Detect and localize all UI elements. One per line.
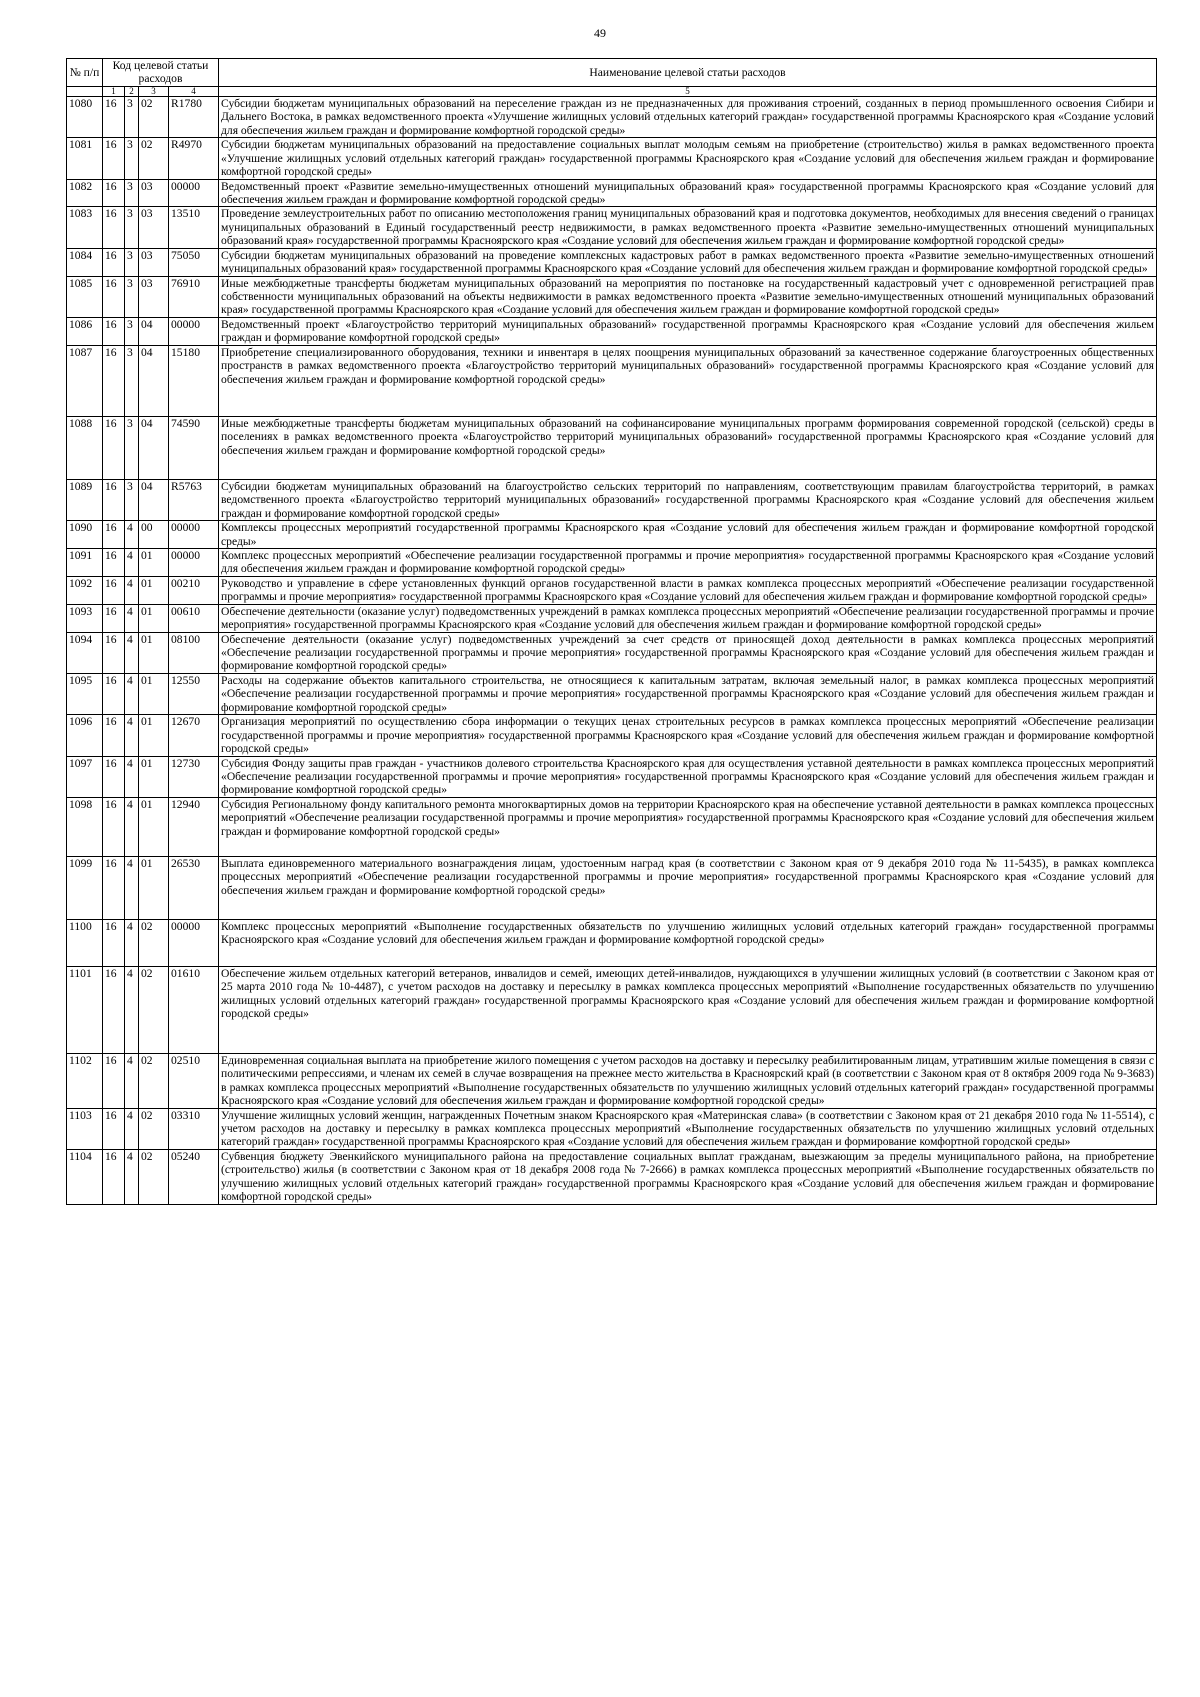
row-description: Ведомственный проект «Развитие земельно-имущественных отношений муниципальных образований края» государственной программы Красноярского края «Создание условий для обеспечения жильем граждан и формирование комфортной городской среды» xyxy=(219,179,1157,207)
table-row xyxy=(67,345,1157,416)
code-part-3: 00 xyxy=(139,521,169,549)
code-part-2: 3 xyxy=(125,179,139,207)
code-part-2: 3 xyxy=(125,248,139,276)
code-part-2: 4 xyxy=(125,1108,139,1149)
row-number: 1085 xyxy=(67,276,103,317)
table-row xyxy=(67,479,1157,520)
code-part-4: R5763 xyxy=(169,479,219,520)
code-part-2: 4 xyxy=(125,1053,139,1108)
row-description: Иные межбюджетные трансферты бюджетам муниципальных образований на софинансирование муниципальных программ формирования современной городской (сельской) среды в поселениях в рамках ведомственного проекта «Благоустройство территорий муниципальных образований» государственной программы Красноярского края «Создание условий для обеспечения жильем граждан и формирование комфортной городской среды» xyxy=(219,416,1157,479)
table-row xyxy=(67,248,1157,276)
code-part-1: 16 xyxy=(103,96,125,137)
code-part-3: 02 xyxy=(139,1053,169,1108)
code-part-3: 03 xyxy=(139,207,169,248)
code-part-1: 16 xyxy=(103,548,125,576)
code-part-2: 4 xyxy=(125,1149,139,1204)
code-part-1: 16 xyxy=(103,576,125,604)
row-description: Комплекс процессных мероприятий «Обеспечение реализации государственной программы и прочие мероприятия» государственной программы Красноярского края «Создание условий для обеспечения жильем граждан и формирование комфортной городской среды» xyxy=(219,548,1157,576)
table-row xyxy=(67,276,1157,317)
row-number: 1082 xyxy=(67,179,103,207)
code-part-4: 00610 xyxy=(169,604,219,632)
code-part-2: 3 xyxy=(125,317,139,345)
table-row xyxy=(67,1108,1157,1149)
code-part-3: 02 xyxy=(139,1149,169,1204)
code-part-1: 16 xyxy=(103,248,125,276)
row-number: 1091 xyxy=(67,548,103,576)
code-part-2: 4 xyxy=(125,715,139,756)
code-part-3: 01 xyxy=(139,856,169,919)
row-number: 1096 xyxy=(67,715,103,756)
row-description: Комплексы процессных мероприятий государственной программы Красноярского края «Создание условий для обеспечения жильем граждан и формирование комфортной городской среды» xyxy=(219,521,1157,549)
code-part-3: 01 xyxy=(139,604,169,632)
row-description: Субсидии бюджетам муниципальных образований на переселение граждан из не предназначенных для проживания строений, созданных в период промышленного освоения Сибири и Дальнего Востока, в рамках ведомственного проекта «Улучшение жилищных условий отдельных категорий граждан» государственной программы Красноярского края «Создание условий для обеспечения жильем граждан и формирование комфортной городской среды» xyxy=(219,96,1157,137)
row-number: 1090 xyxy=(67,521,103,549)
code-part-1: 16 xyxy=(103,1108,125,1149)
code-part-3: 03 xyxy=(139,248,169,276)
code-part-3: 04 xyxy=(139,479,169,520)
code-part-4: 13510 xyxy=(169,207,219,248)
row-description: Расходы на содержание объектов капитального строительства, не относящиеся к капитальным затратам, включая земельный налог, в рамках комплекса процессных мероприятий «Обеспечение реализации государственной программы и прочие мероприятия» государственной программы Красноярского края «Создание условий для обеспечения жильем граждан и формирование комфортной городской среды» xyxy=(219,673,1157,714)
table-row xyxy=(67,715,1157,756)
code-part-1: 16 xyxy=(103,179,125,207)
code-part-1: 16 xyxy=(103,276,125,317)
code-part-4: 05240 xyxy=(169,1149,219,1204)
row-number: 1088 xyxy=(67,416,103,479)
col-number: 1 xyxy=(103,86,125,96)
row-number: 1086 xyxy=(67,317,103,345)
code-part-4: 00000 xyxy=(169,919,219,966)
col-number: 2 xyxy=(125,86,139,96)
code-part-3: 02 xyxy=(139,96,169,137)
code-part-3: 03 xyxy=(139,276,169,317)
code-part-2: 3 xyxy=(125,479,139,520)
row-number: 1099 xyxy=(67,856,103,919)
code-part-2: 3 xyxy=(125,138,139,179)
row-number: 1083 xyxy=(67,207,103,248)
table-row xyxy=(67,673,1157,714)
row-description: Ведомственный проект «Благоустройство территорий муниципальных образований» государственной программы Красноярского края «Создание условий для обеспечения жильем граждан и формирование комфортной городской среды» xyxy=(219,317,1157,345)
target-items-table xyxy=(66,58,1157,1205)
code-part-2: 3 xyxy=(125,96,139,137)
code-part-2: 4 xyxy=(125,521,139,549)
table-row xyxy=(67,179,1157,207)
col-number: 5 xyxy=(219,86,1157,96)
row-description: Субсидии бюджетам муниципальных образований на благоустройство сельских территорий по направлениям, соответствующим правилам благоустройства территорий, в рамках ведомственного проекта «Благоустройство территорий муниципальных образований» государственной программы Красноярского края «Создание условий для обеспечения жильем граждан и формирование комфортной городской среды» xyxy=(219,479,1157,520)
code-part-4: 02510 xyxy=(169,1053,219,1108)
table-row xyxy=(67,207,1157,248)
row-number: 1103 xyxy=(67,1108,103,1149)
row-number: 1089 xyxy=(67,479,103,520)
code-part-1: 16 xyxy=(103,604,125,632)
row-number: 1104 xyxy=(67,1149,103,1204)
code-part-3: 02 xyxy=(139,966,169,1053)
code-part-2: 3 xyxy=(125,345,139,416)
row-description: Субсидия Фонду защиты прав граждан - участников долевого строительства Красноярского края для осуществления уставной деятельности в рамках комплекса процессных мероприятий «Обеспечение реализации государственной программы и прочие мероприятия» государственной программы Красноярского края «Создание условий для обеспечения жильем граждан и формирование комфортной городской среды» xyxy=(219,756,1157,797)
row-number: 1102 xyxy=(67,1053,103,1108)
row-description: Единовременная социальная выплата на приобретение жилого помещения с учетом расходов на доставку и пересылку реабилитированным лицам, утратившим жилые помещения в связи с политическими репрессиями, и членам их семей в случае возвращения на прежнее место жительства в Красноярский край (в соответствии с Законом края от 8 октября 2009 года № 9-3683) в рамках комплекса процессных мероприятий «Выполнение государственных обязательств по улучшению жилищных условий отдельных категорий граждан» государственной программы Красноярского края «Создание условий для обеспечения жильем граждан и формирование комфортной городской среды» xyxy=(219,1053,1157,1108)
table-row xyxy=(67,756,1157,797)
table-row xyxy=(67,856,1157,919)
code-part-3: 01 xyxy=(139,797,169,856)
code-part-3: 02 xyxy=(139,919,169,966)
row-number: 1098 xyxy=(67,797,103,856)
code-part-1: 16 xyxy=(103,479,125,520)
row-description: Организация мероприятий по осуществлению сбора информации о текущих ценах строительных ресурсов в рамках комплекса процессных мероприятий «Обеспечение реализации государственной программы и прочие мероприятия» государственной программы Красноярского края «Создание условий для обеспечения жильем граждан и формирование комфортной городской среды» xyxy=(219,715,1157,756)
table-row xyxy=(67,317,1157,345)
code-part-2: 4 xyxy=(125,548,139,576)
code-part-4: 76910 xyxy=(169,276,219,317)
row-number: 1094 xyxy=(67,632,103,673)
table-row xyxy=(67,96,1157,137)
code-part-1: 16 xyxy=(103,715,125,756)
row-number: 1100 xyxy=(67,919,103,966)
code-part-1: 16 xyxy=(103,1053,125,1108)
code-part-4: 12940 xyxy=(169,797,219,856)
code-part-1: 16 xyxy=(103,797,125,856)
code-part-3: 01 xyxy=(139,576,169,604)
code-part-2: 4 xyxy=(125,632,139,673)
code-part-4: 00000 xyxy=(169,317,219,345)
code-part-1: 16 xyxy=(103,416,125,479)
row-description: Обеспечение деятельности (оказание услуг) подведомственных учреждений в рамках комплекса процессных мероприятий «Обеспечение реализации государственной программы и прочие мероприятия» государственной программы Красноярского края «Создание условий для обеспечения жильем граждан и формирование комфортной городской среды» xyxy=(219,604,1157,632)
code-part-1: 16 xyxy=(103,919,125,966)
row-description: Субсидия Региональному фонду капитального ремонта многоквартирных домов на территории Красноярского края на обеспечение уставной деятельности в рамках комплекса процессных мероприятий «Обеспечение реализации государственной программы и прочие мероприятия» государственной программы Красноярского края «Создание условий для обеспечения жильем граждан и формирование комфортной городской среды» xyxy=(219,797,1157,856)
code-part-4: 15180 xyxy=(169,345,219,416)
row-description: Субвенция бюджету Эвенкийского муниципального района на предоставление социальных выплат гражданам, выезжающим за пределы муниципального района, на приобретение (строительство) жилья (в соответствии с Законом края от 18 декабря 2008 года № 7-2666) в рамках комплекса процессных мероприятий «Выполнение государственных обязательств по улучшению жилищных условий отдельных категорий граждан» государственной программы Красноярского края «Создание условий для обеспечения жильем граждан и формирование комфортной городской среды» xyxy=(219,1149,1157,1204)
page-number: 49 xyxy=(594,26,606,40)
table-row xyxy=(67,1149,1157,1204)
col-number: 3 xyxy=(139,86,169,96)
table-column-number-row xyxy=(67,86,1157,96)
row-number: 1093 xyxy=(67,604,103,632)
row-description: Комплекс процессных мероприятий «Выполнение государственных обязательств по улучшению жилищных условий отдельных категорий граждан» государственной программы Красноярского края «Создание условий для обеспечения жильем граждан и формирование комфортной городской среды» xyxy=(219,919,1157,966)
row-number: 1080 xyxy=(67,96,103,137)
code-part-4: 00000 xyxy=(169,179,219,207)
code-part-3: 04 xyxy=(139,317,169,345)
table-header-row xyxy=(67,59,1157,87)
col-number: 4 xyxy=(169,86,219,96)
code-part-2: 4 xyxy=(125,797,139,856)
code-part-3: 03 xyxy=(139,179,169,207)
row-description: Субсидии бюджетам муниципальных образований на проведение комплексных кадастровых работ в рамках ведомственного проекта «Развитие земельно-имущественных отношений муниципальных образований края» государственной программы Красноярского края «Создание условий для обеспечения жильем граждан и формирование комфортной городской среды» xyxy=(219,248,1157,276)
table-row xyxy=(67,919,1157,966)
code-part-1: 16 xyxy=(103,856,125,919)
code-part-1: 16 xyxy=(103,207,125,248)
row-description: Проведение землеустроительных работ по описанию местоположения границ муниципальных образований края и подготовка документов, необходимых для внесения сведений о границах муниципальных образований в Единый государственный реестр недвижимости, в рамках ведомственного проекта «Развитие земельно-имущественных отношений муниципальных образований края» государственной программы Красноярского края «Создание условий для обеспечения жильем граждан и формирование комфортной городской среды» xyxy=(219,207,1157,248)
code-part-4: 74590 xyxy=(169,416,219,479)
row-description: Субсидии бюджетам муниципальных образований на предоставление социальных выплат молодым семьям на приобретение (строительство) жилья в рамках ведомственного проекта «Улучшение жилищных условий отдельных категорий граждан» государственной программы Красноярского края «Создание условий для обеспечения жильем граждан и формирование комфортной городской среды» xyxy=(219,138,1157,179)
code-part-3: 01 xyxy=(139,715,169,756)
code-part-4: 08100 xyxy=(169,632,219,673)
row-description: Обеспечение жильем отдельных категорий ветеранов, инвалидов и семей, имеющих детей-инвалидов, нуждающихся в улучшении жилищных условий (в соответствии с Законом края от 25 марта 2010 года № 10-4487), с учетом расходов на доставку и пересылку в рамках комплекса процессных мероприятий «Выполнение государственных обязательств по улучшению жилищных условий отдельных категорий граждан» государственной программы Красноярского края «Создание условий для обеспечения жильем граждан и формирование комфортной городской среды» xyxy=(219,966,1157,1053)
code-part-2: 4 xyxy=(125,604,139,632)
code-part-4: 75050 xyxy=(169,248,219,276)
row-description: Приобретение специализированного оборудования, техники и инвентаря в целях поощрения муниципальных образований за качественное содержание благоустроенных общественных пространств в рамках ведомственного проекта «Благоустройство территорий муниципальных образований» государственной программы Красноярского края «Создание условий для обеспечения жильем граждан и формирование комфортной городской среды» xyxy=(219,345,1157,416)
code-part-4: 26530 xyxy=(169,856,219,919)
header-code: Код целевой статьи расходов xyxy=(103,59,219,87)
code-part-4: 03310 xyxy=(169,1108,219,1149)
table-row xyxy=(67,548,1157,576)
row-number: 1081 xyxy=(67,138,103,179)
row-description: Обеспечение деятельности (оказание услуг) подведомственных учреждений за счет средств от приносящей доход деятельности в рамках комплекса процессных мероприятий «Обеспечение реализации государственной программы и прочие мероприятия» государственной программы Красноярского края «Создание условий для обеспечения жильем граждан и формирование комфортной городской среды» xyxy=(219,632,1157,673)
code-part-3: 04 xyxy=(139,416,169,479)
row-number: 1092 xyxy=(67,576,103,604)
code-part-1: 16 xyxy=(103,521,125,549)
table-row xyxy=(67,416,1157,479)
code-part-3: 02 xyxy=(139,1108,169,1149)
code-part-4: 12550 xyxy=(169,673,219,714)
code-part-4: R1780 xyxy=(169,96,219,137)
code-part-4: 12730 xyxy=(169,756,219,797)
code-part-3: 01 xyxy=(139,673,169,714)
table-row xyxy=(67,604,1157,632)
code-part-3: 04 xyxy=(139,345,169,416)
code-part-1: 16 xyxy=(103,673,125,714)
code-part-3: 01 xyxy=(139,548,169,576)
code-part-2: 4 xyxy=(125,856,139,919)
table-row xyxy=(67,138,1157,179)
code-part-1: 16 xyxy=(103,138,125,179)
header-name: Наименование целевой статьи расходов xyxy=(219,59,1157,87)
code-part-4: 00210 xyxy=(169,576,219,604)
code-part-2: 3 xyxy=(125,276,139,317)
row-description: Выплата единовременного материального вознаграждения лицам, удостоенным наград края (в соответствии с Законом края от 9 декабря 2010 года № 11-5435), в рамках комплекса процессных мероприятий «Обеспечение реализации государственной программы и прочие мероприятия» государственной программы Красноярского края «Создание условий для обеспечения жильем граждан и формирование комфортной городской среды» xyxy=(219,856,1157,919)
code-part-4: R4970 xyxy=(169,138,219,179)
code-part-2: 3 xyxy=(125,416,139,479)
row-number: 1087 xyxy=(67,345,103,416)
code-part-1: 16 xyxy=(103,632,125,673)
code-part-3: 01 xyxy=(139,632,169,673)
row-number: 1101 xyxy=(67,966,103,1053)
code-part-3: 02 xyxy=(139,138,169,179)
table-row xyxy=(67,576,1157,604)
code-part-2: 4 xyxy=(125,756,139,797)
row-number: 1084 xyxy=(67,248,103,276)
code-part-1: 16 xyxy=(103,317,125,345)
table-row xyxy=(67,1053,1157,1108)
header-num: № п/п xyxy=(67,59,103,87)
code-part-2: 4 xyxy=(125,966,139,1053)
row-number: 1097 xyxy=(67,756,103,797)
table-row xyxy=(67,521,1157,549)
code-part-3: 01 xyxy=(139,756,169,797)
row-description: Руководство и управление в сфере установленных функций органов государственной власти в рамках комплекса процессных мероприятий «Обеспечение реализации государственной программы и прочие мероприятия» государственной программы Красноярского края «Создание условий для обеспечения жильем граждан и формирование комфортной городской среды» xyxy=(219,576,1157,604)
code-part-1: 16 xyxy=(103,345,125,416)
code-part-2: 4 xyxy=(125,576,139,604)
row-description: Иные межбюджетные трансферты бюджетам муниципальных образований на мероприятия по постановке на государственный кадастровый учет с одновременной регистрацией прав собственности муниципальных образований на объекты недвижимости в рамках ведомственного проекта «Развитие земельно-имущественных отношений муниципальных образований края» государственной программы Красноярского края «Создание условий для обеспечения жильем граждан и формирование комфортной городской среды» xyxy=(219,276,1157,317)
code-part-2: 4 xyxy=(125,919,139,966)
code-part-1: 16 xyxy=(103,756,125,797)
code-part-4: 00000 xyxy=(169,548,219,576)
table-row xyxy=(67,797,1157,856)
row-number: 1095 xyxy=(67,673,103,714)
code-part-4: 12670 xyxy=(169,715,219,756)
table-row xyxy=(67,632,1157,673)
table-row xyxy=(67,966,1157,1053)
code-part-1: 16 xyxy=(103,1149,125,1204)
code-part-1: 16 xyxy=(103,966,125,1053)
code-part-2: 4 xyxy=(125,673,139,714)
code-part-2: 3 xyxy=(125,207,139,248)
code-part-4: 00000 xyxy=(169,521,219,549)
code-part-4: 01610 xyxy=(169,966,219,1053)
row-description: Улучшение жилищных условий женщин, награжденных Почетным знаком Красноярского края «Материнская слава» (в соответствии с Законом края от 21 декабря 2010 года № 11-5514), с учетом расходов на доставку и пересылку в рамках комплекса процессных мероприятий «Выполнение государственных обязательств по улучшению жилищных условий отдельных категорий граждан» государственной программы Красноярского края «Создание условий для обеспечения жильем граждан и формирование комфортной городской среды» xyxy=(219,1108,1157,1149)
